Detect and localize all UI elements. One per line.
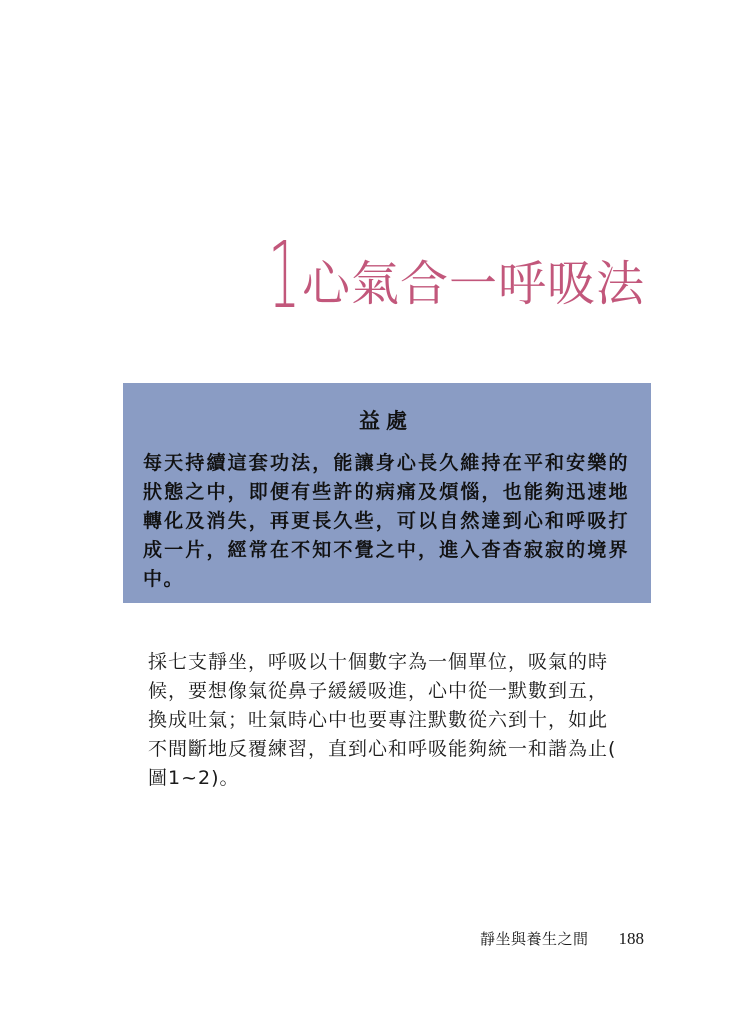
chapter-number: 1	[268, 222, 299, 329]
footer-book-title: 靜坐與養生之間	[480, 930, 589, 948]
body-line: 候，要想像氣從鼻子緩緩吸進，心中從一默數到五，	[148, 680, 609, 702]
body-line: 採七支靜坐，呼吸以十個數字為一個單位，吸氣的時	[148, 651, 609, 673]
page-footer	[480, 928, 644, 949]
chapter-heading	[268, 222, 646, 332]
benefit-text: 每天持續這套功法，能讓身心長久維持在平和安樂的狀態之中，即便有些許的病痛及煩惱，也能夠迅速地轉化及消失，再更長久些，可以自然達到心和呼吸打成一片，經常在不知不覺之中，進入杳杳寂寂的境界中。	[143, 452, 629, 590]
benefit-title: 益處	[359, 409, 413, 433]
body-paragraph	[148, 648, 633, 793]
chapter-title: 心氣合一呼吸法	[302, 256, 646, 312]
benefit-box	[123, 383, 651, 603]
body-line: 不間斷地反覆練習，直到心和呼吸能夠統一和諧為止(	[148, 738, 617, 760]
body-line: 換成吐氣；吐氣時心中也要專注默數從六到十，如此	[148, 709, 609, 731]
page-number: 188	[618, 929, 645, 948]
body-line: 圖1~2)。	[148, 767, 240, 789]
